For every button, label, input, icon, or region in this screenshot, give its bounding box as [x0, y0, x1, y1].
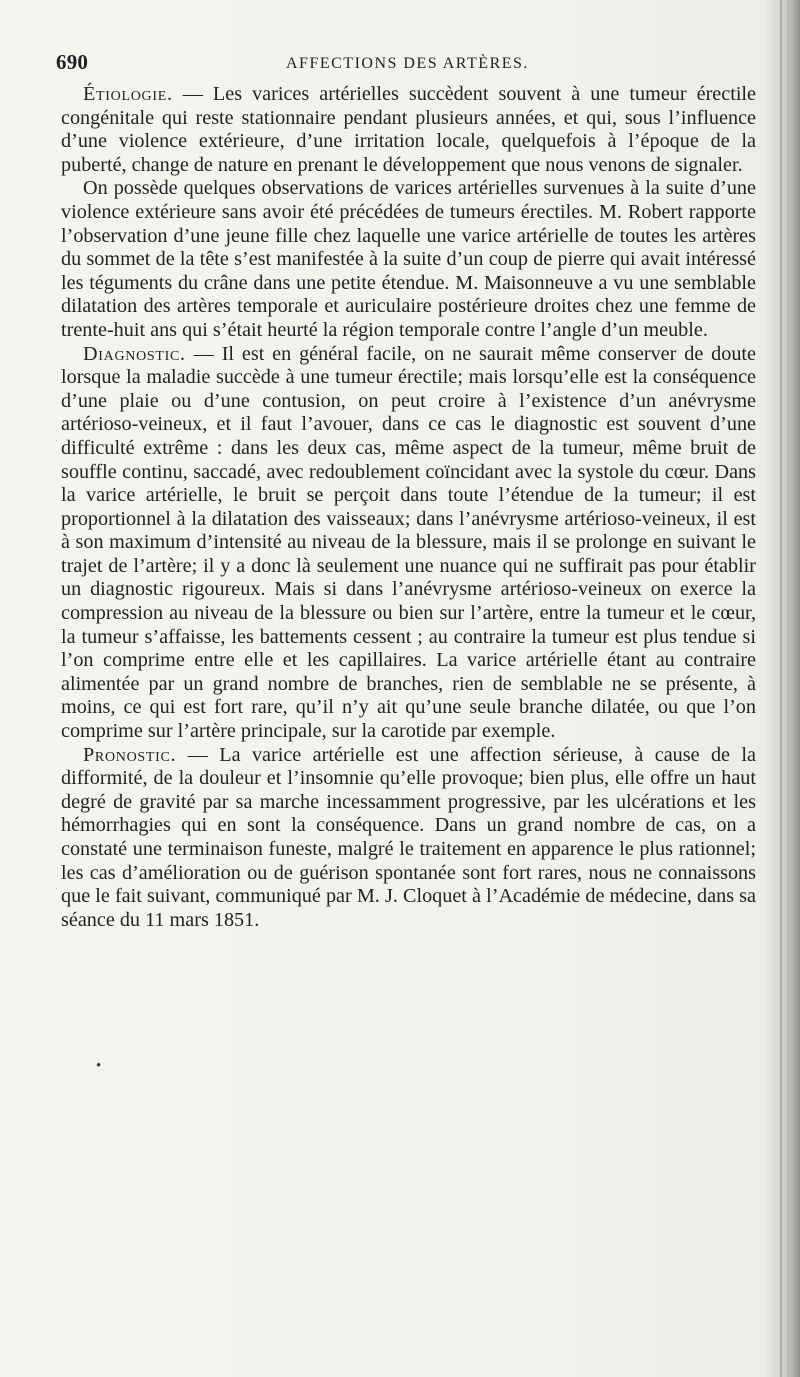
page-header: [56, 50, 756, 80]
section-label-pronostic: Pronostic.: [83, 743, 177, 766]
running-title: AFFECTIONS DES ARTÈRES.: [286, 55, 529, 72]
paragraph-text: — Les varices artérielles succèdent souvent à une tumeur érectile congénitale qui reste stationnaire pendant plusieurs années, et qui, sous l’influence d’une violence extérieure, d’une irritation locale, quelquefois à l’époque de la puberté, change de nature en prenant le développement que nous venons de signaler.: [61, 83, 756, 176]
paragraph-pronostic: [61, 744, 756, 933]
page-number: 690: [56, 50, 89, 74]
main-text-block: [61, 83, 756, 932]
paragraph-text: — Il est en général facile, on ne saurait même conserver de doute lorsque la maladie succède à une tumeur érectile; mais lorsqu’elle est la conséquence d’une plaie ou d’une contusion, on peut croire à l’existence d’un anévrysme artérioso-veineux, et il faut l’avouer, dans ce cas le diagnostic est souvent d’une difficulté extrême : dans les deux cas, même aspect de la tumeur, même bruit de souffle continu, saccadé, avec redoublement coïncidant avec la systole du cœur. Dans la varice artérielle, le bruit se perçoit dans toute l’étendue de la tumeur; il est proportionnel à la dilatation des vaisseaux; dans l’anévrysme artérioso-veineux, il est à son maximum d’intensité au niveau de la blessure, mais il se prolonge en suivant le trajet de l’artère; il y a donc là seulement une nuance qui ne suffirait pas pour établir un diagnostic rigoureux. Mais si dans l’anévrysme artérioso-veineux on exerce la compression au niveau de la blessure ou bien sur l’artère, entre la tumeur et le cœur, la tumeur s’affaisse, les battements cessent ; au contraire la tumeur est plus tendue si l’on comprime entre elle et les capillaires. La varice artérielle étant au contraire alimentée par un grand nombre de branches, rien de semblable ne se présente, à moins, ce qui est fort rare, qu’il n’y ait qu’une seule branche dilatée, ou que l’on comprime sur l’artère principale, sur la carotide par exemple.: [61, 342, 756, 743]
paragraph-observations: [61, 177, 756, 342]
section-label-diagnostic: Diagnostic.: [83, 342, 186, 365]
page-edge-shadow: [766, 0, 800, 1377]
paragraph-etiologie: [61, 83, 756, 177]
paragraph-text: — La varice artérielle est une affection sérieuse, à cause de la difformité, de la douleur et l’insomnie qu’elle provoque; bien plus, elle offre un haut degré de gravité par sa marche incessamment progressive, par les ulcérations et les hémorrhagies qui en sont la conséquence. Dans un grand nombre de cas, on a constaté une terminaison funeste, malgré le traitement en apparence le plus rationnel; les cas d’amélioration ou de guérison spontanée sont fort rares, nous ne connaissons que le fait suivant, communiqué par M. J. Cloquet à l’Académie de médecine, dans sa séance du 11 mars 1851.: [61, 743, 756, 931]
paragraph-text: On possède quelques observations de varices artérielles survenues à la suite d’une violence extérieure sans avoir été précédées de tumeurs érectiles. M. Robert rapporte l’observation d’une jeune fille chez laquelle une varice artérielle de toutes les artères du sommet de la tête s’est manifestée à la suite d’un coup de pierre qui avait intéressé les téguments du crâne dans une petite étendue. M. Maisonneuve a vu une semblable dilatation des artères temporale et auriculaire postérieure droites chez une femme de trente-huit ans qui s’était heurté la région temporale contre l’angle d’un meuble.: [61, 177, 756, 341]
footer-mark: •: [96, 1058, 102, 1074]
section-label-etiologie: Étiologie.: [83, 83, 173, 105]
paragraph-diagnostic: [61, 343, 756, 744]
